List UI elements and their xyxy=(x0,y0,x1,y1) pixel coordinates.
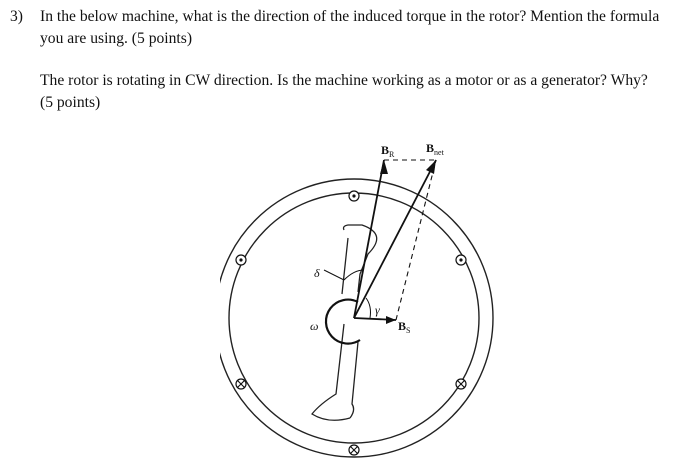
delta-leader xyxy=(324,270,344,280)
br-label: $B_R$ xyxy=(381,143,395,159)
question-number: 3) xyxy=(10,8,23,25)
gamma-label: γ xyxy=(375,303,380,317)
br-vector xyxy=(354,160,384,318)
question-block xyxy=(10,6,660,114)
conductor-dot-right xyxy=(456,255,466,265)
omega-label: ω xyxy=(310,319,319,333)
bs-arrowhead xyxy=(386,316,396,324)
conductor-dot-left xyxy=(236,255,246,265)
conductor-cross-right xyxy=(456,379,466,389)
machine-diagram xyxy=(220,134,510,470)
dashed-right xyxy=(396,160,436,320)
machine-diagram-svg xyxy=(220,134,510,470)
conductor-cross-left xyxy=(236,379,246,389)
bs-label: $B_S$ xyxy=(398,319,411,335)
question-part-2: The rotor is rotating in CW direction. Is the machine working as a motor or as a generator? Why? (5 points) xyxy=(40,72,648,111)
question-part-1: In the below machine, what is the direction of the induced torque in the rotor? Mention the formula you are using. (5 points) xyxy=(40,8,660,47)
bnet-label: $B_{net}$ xyxy=(426,141,444,157)
gamma-arc xyxy=(366,298,371,318)
br-arrowhead xyxy=(380,160,388,174)
delta-label: δ xyxy=(314,266,320,280)
bnet-vector xyxy=(354,160,436,318)
conductor-dot-top xyxy=(349,191,359,201)
conductor-cross-bottom xyxy=(349,445,359,455)
